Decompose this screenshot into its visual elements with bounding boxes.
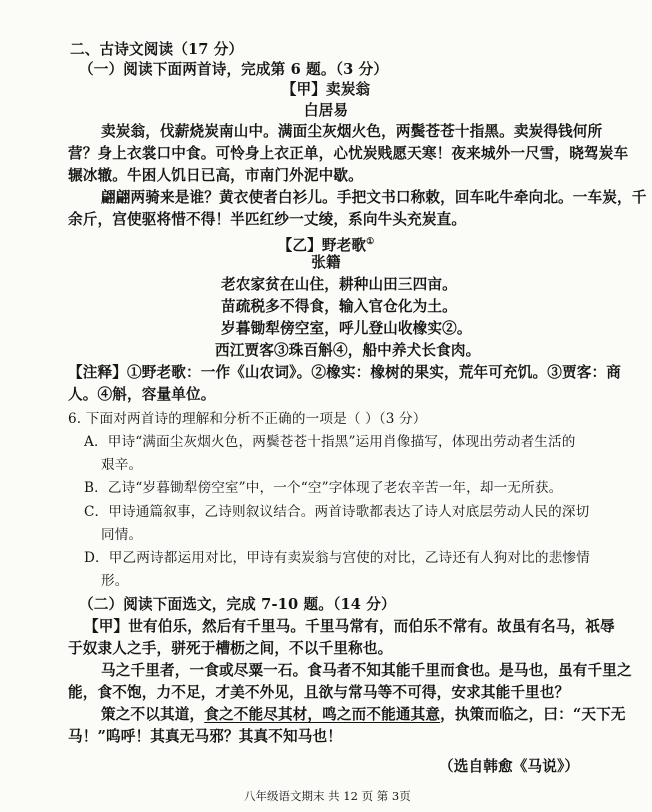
underlined-phrase: 食之不能尽其材，鸣之而不能通其意	[204, 706, 441, 723]
question-6-option: C．甲诗通篇叙事，乙诗则叙议结合。两首诗歌都表达了诗人对底层劳动人民的深切	[84, 504, 590, 520]
section-heading: 二、古诗文阅读（17 分）	[70, 41, 244, 58]
poem-b-line: 苗疏税多不得食，输入官仓化为土。	[221, 298, 457, 315]
poem-b-line: 岁暮锄犁傍空室，呼儿登山收橡实②。	[221, 320, 472, 337]
passage-line: 于奴隶人之手，骈死于槽枥之间，不以千里称也。	[68, 640, 393, 657]
passage-source: （选自韩愈《马说》）	[439, 758, 580, 775]
passage-line: 能，食不饱，力不足，才美不外见，且欲与常马等不可得，安求其能千里也？	[68, 684, 570, 701]
question-6-option: 形。	[101, 573, 129, 589]
passage-line: 马之千里者，一食或尽粟一石。食马者不知其能千里而食也。是马也，虽有千里之	[101, 662, 632, 679]
poem-b-author: 张籍	[311, 254, 341, 271]
poem-a-line: 辗冰辙。牛困人饥日已高，市南门外泥中歇。	[68, 167, 363, 184]
poem-a-line: 营？身上衣裳口中食。可怜身上衣正单，心忧炭贱愿天寒！夜来城外一尺雪，晓驾炭车	[68, 145, 629, 162]
notes-line: 人。④斛，容量单位。	[68, 386, 216, 403]
poem-b-line: 西江贾客③珠百斛④，船中养犬长食肉。	[215, 342, 481, 359]
poem-a-title: 【甲】卖炭翁	[281, 81, 371, 98]
part2-intro: （二）阅读下面选文，完成 7-10 题。（14 分）	[79, 596, 396, 613]
poem-a-author: 白居易	[303, 102, 349, 119]
poem-a-line: 翩翩两骑来是谁？黄衣使者白衫儿。手把文书口称敕，回车叱牛牵向北。一车炭，千	[101, 189, 647, 206]
passage-line: 马！”呜呼！其真无马邪？其真不知马也！	[68, 728, 342, 745]
poem-b-title: 【乙】野老歌①	[277, 236, 375, 254]
poem-b-line: 老农家贫在山住，耕种山田三四亩。	[221, 276, 457, 293]
question-6-option: 同情。	[101, 527, 143, 543]
notes-line: 【注释】①野老歌：一作《山农词》。②橡实：橡树的果实，荒年可充饥。③贾客：商	[68, 364, 621, 381]
page-footer: 八年级语文期末 共 12 页 第 3页	[244, 789, 411, 803]
passage-line: 策之不以其道，食之不能尽其材，鸣之而不能通其意，执策而临之，曰：“天下无	[101, 706, 626, 723]
question-6-option: B．乙诗“岁暮锄犁傍空室”中，一个“空”字体现了老农辛苦一年，却一无所获。	[84, 480, 563, 496]
question-6-stem: 6. 下面对两首诗的理解和分析不正确的一项是（ ）（3 分）	[68, 411, 427, 427]
question-6-option: A．甲诗“满面尘灰烟火色，两鬓苍苍十指黑”运用肖像描写，体现出劳动者生活的	[84, 434, 576, 450]
part1-intro: （一）阅读下面两首诗，完成第 6 题。（3 分）	[79, 61, 389, 78]
question-6-option: D．甲乙两诗都运用对比，甲诗有卖炭翁与宫使的对比，乙诗还有人狗对比的悲惨情	[84, 550, 590, 566]
passage-line: 【甲】世有伯乐，然后有千里马。千里马常有，而伯乐不常有。故虽有名马，祇辱	[84, 618, 615, 635]
question-6-option: 艰辛。	[101, 457, 143, 473]
poem-a-line: 卖炭翁，伐薪烧炭南山中。满面尘灰烟火色，两鬓苍苍十指黑。卖炭得钱何所	[101, 123, 603, 140]
poem-a-line: 余斤，宫使驱将惜不得！半匹红纱一丈绫，系向牛头充炭直。	[68, 211, 467, 228]
